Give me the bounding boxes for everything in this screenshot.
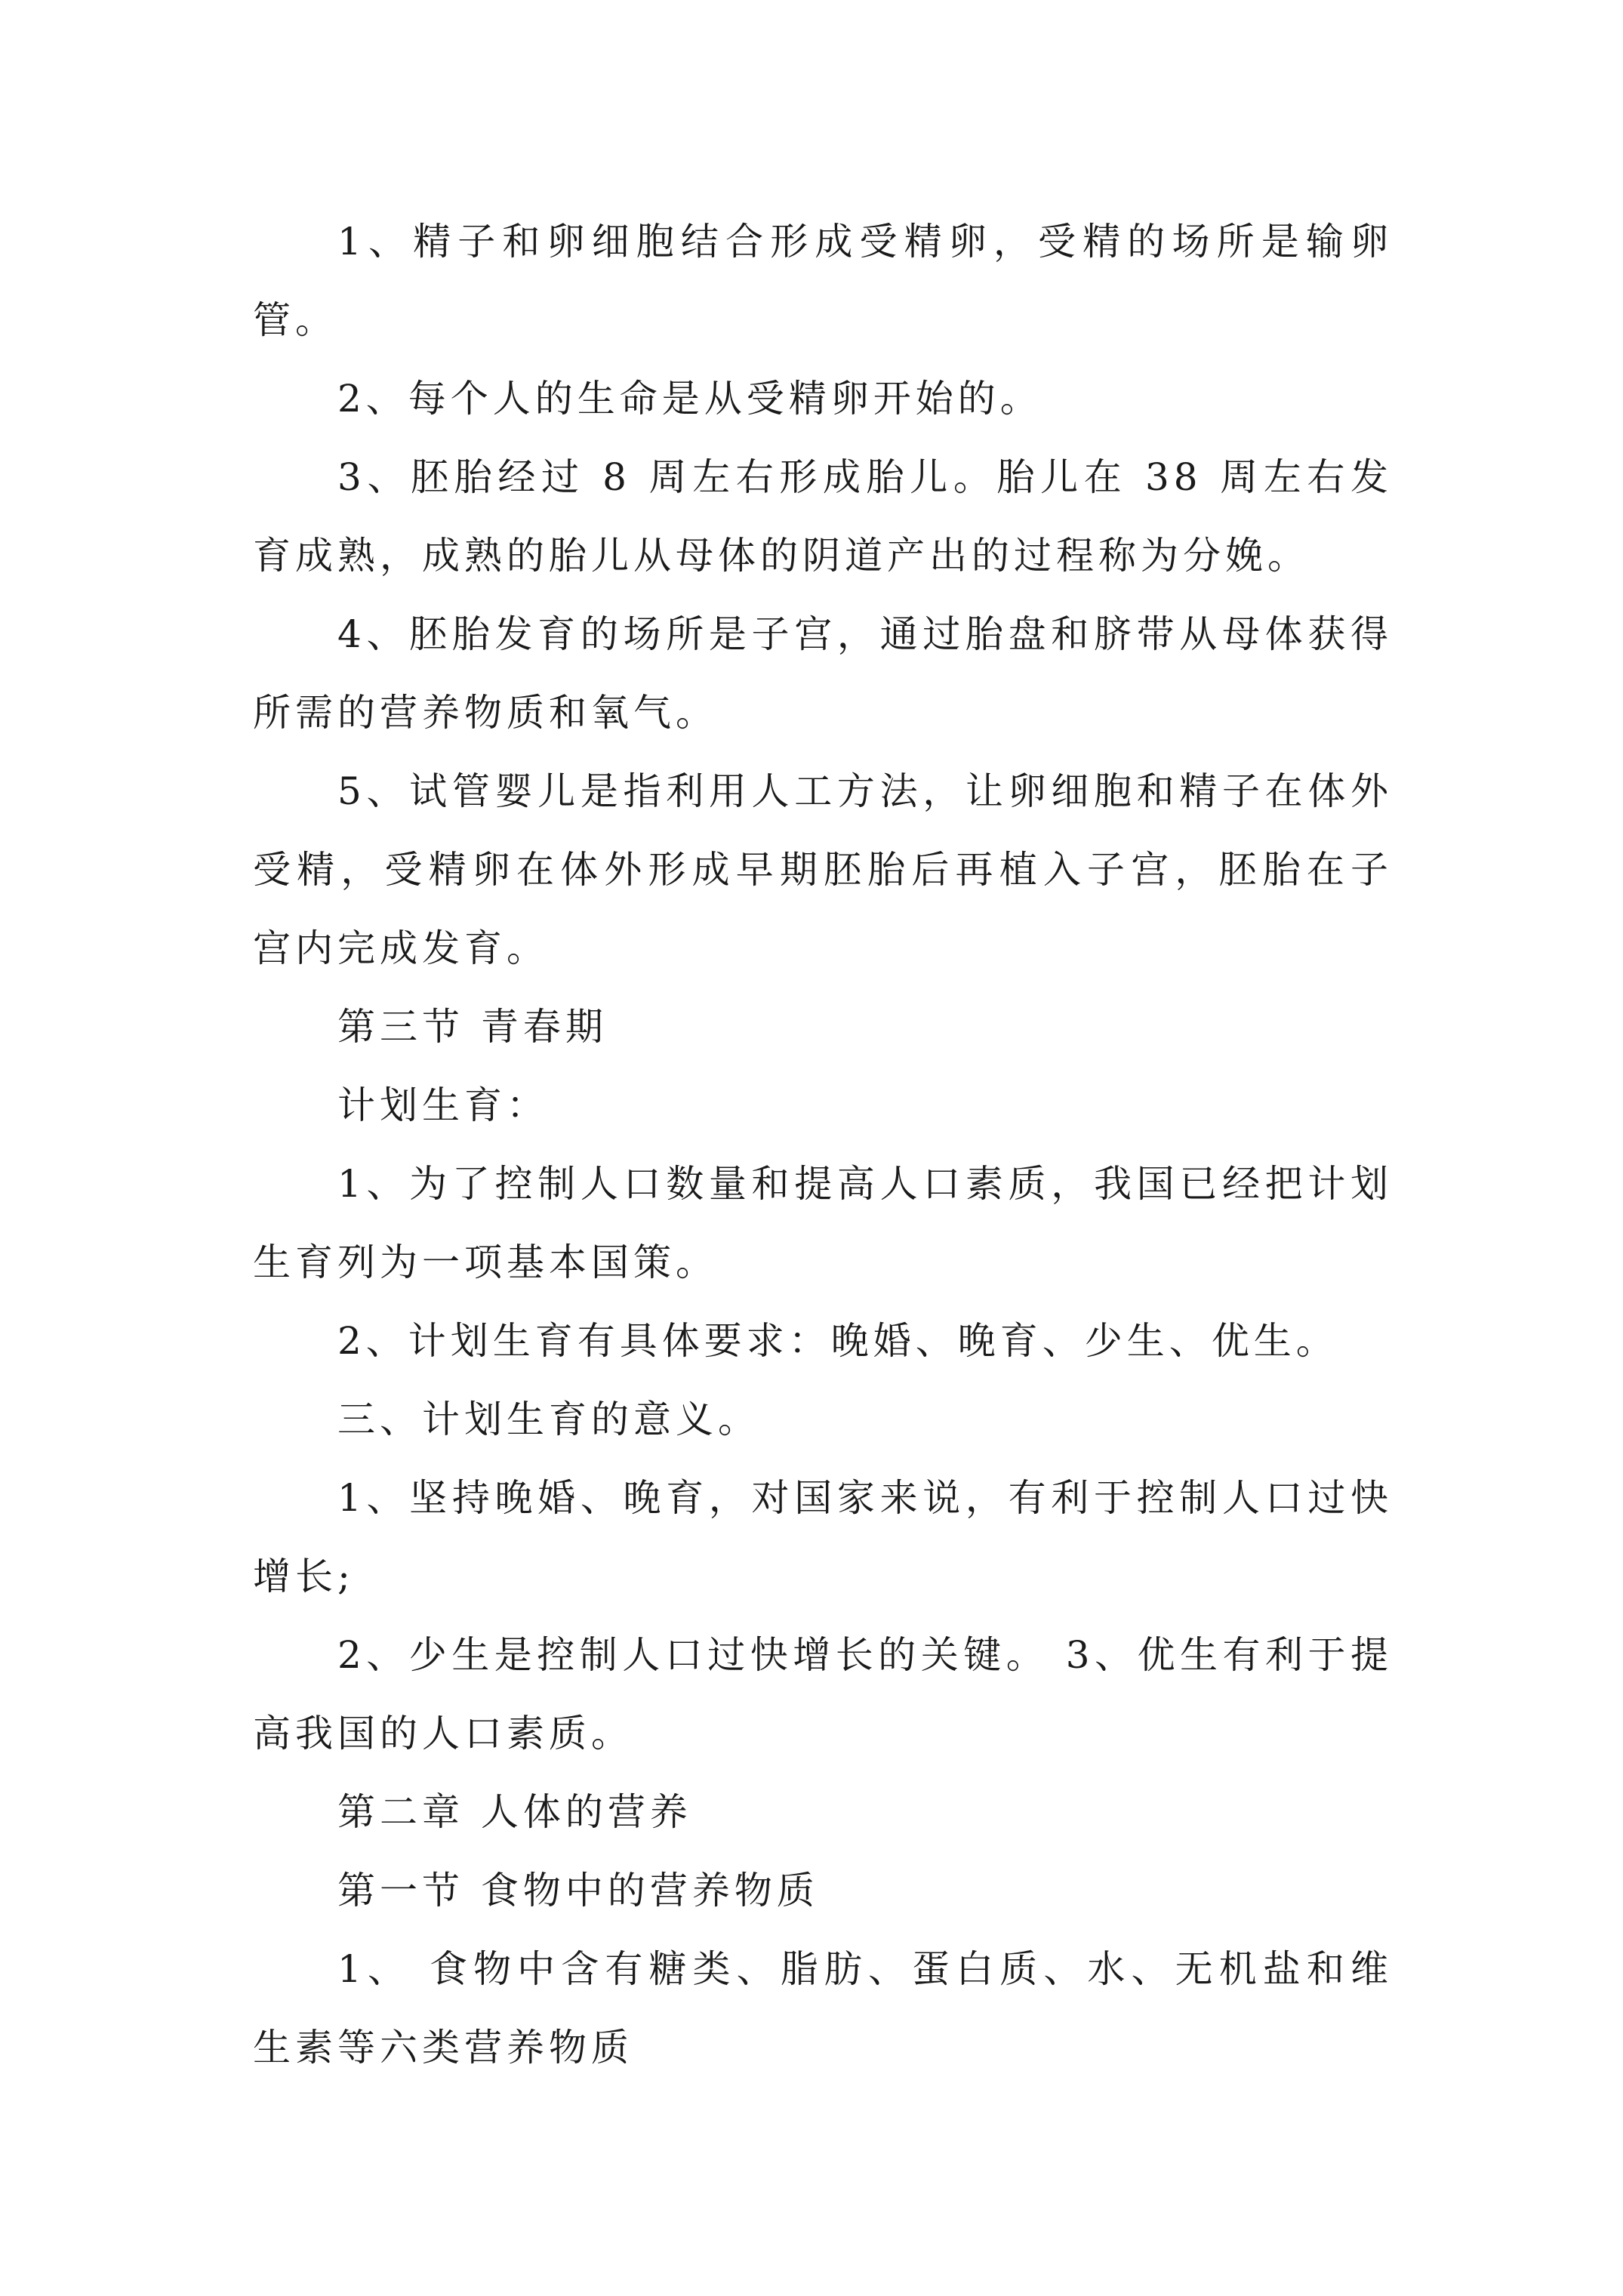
document-body <box>253 202 1393 2087</box>
subheading-family-planning: 计划生育： <box>337 1083 549 1127</box>
paragraph-life-begins: 2、每个人的生命是从受精卵开始的。 <box>337 377 1042 421</box>
subheading-significance: 三、计划生育的意义。 <box>337 1398 760 1441</box>
chapter-heading-nutrition: 第二章 人体的营养 <box>337 1790 692 1834</box>
section-heading-nutrients: 第一节 食物中的营养物质 <box>337 1869 819 1912</box>
paragraph-national-policy: 1、为了控制人口数量和提高人口素质，我国已经把计划生育列为一项基本国策。 <box>253 1162 1393 1284</box>
paragraph-requirements: 2、计划生育有具体要求：晚婚、晚育、少生、优生。 <box>337 1319 1338 1363</box>
section-heading-puberty: 第三节 青春期 <box>337 1005 608 1049</box>
paragraph-fertilization: 1、精子和卵细胞结合形成受精卵，受精的场所是输卵管。 <box>253 220 1393 342</box>
paragraph-uterus: 4、胚胎发育的场所是子宫，通过胎盘和脐带从母体获得所需的营养物质和氧气。 <box>253 612 1393 735</box>
paragraph-ivf: 5、试管婴儿是指利用人工方法，让卵细胞和精子在体外受精，受精卵在体外形成早期胚胎后再植入子宫，胚胎在子宫内完成发育。 <box>253 769 1393 970</box>
paragraph-late-marriage: 1、坚持晚婚、晚育，对国家来说，有利于控制人口过快增长; <box>253 1476 1393 1598</box>
paragraph-six-nutrients: 1、 食物中含有糖类、脂肪、蛋白质、水、无机盐和维生素等六类营养物质 <box>253 1947 1393 2069</box>
paragraph-fewer-births: 2、少生是控制人口过快增长的关键。 3、优生有利于提高我国的人口素质。 <box>253 1633 1393 1755</box>
paragraph-embryo-fetus: 3、胚胎经过 8 周左右形成胎儿。胎儿在 38 周左右发育成熟，成熟的胎儿从母体的阴道产出的过程称为分娩。 <box>253 455 1393 578</box>
